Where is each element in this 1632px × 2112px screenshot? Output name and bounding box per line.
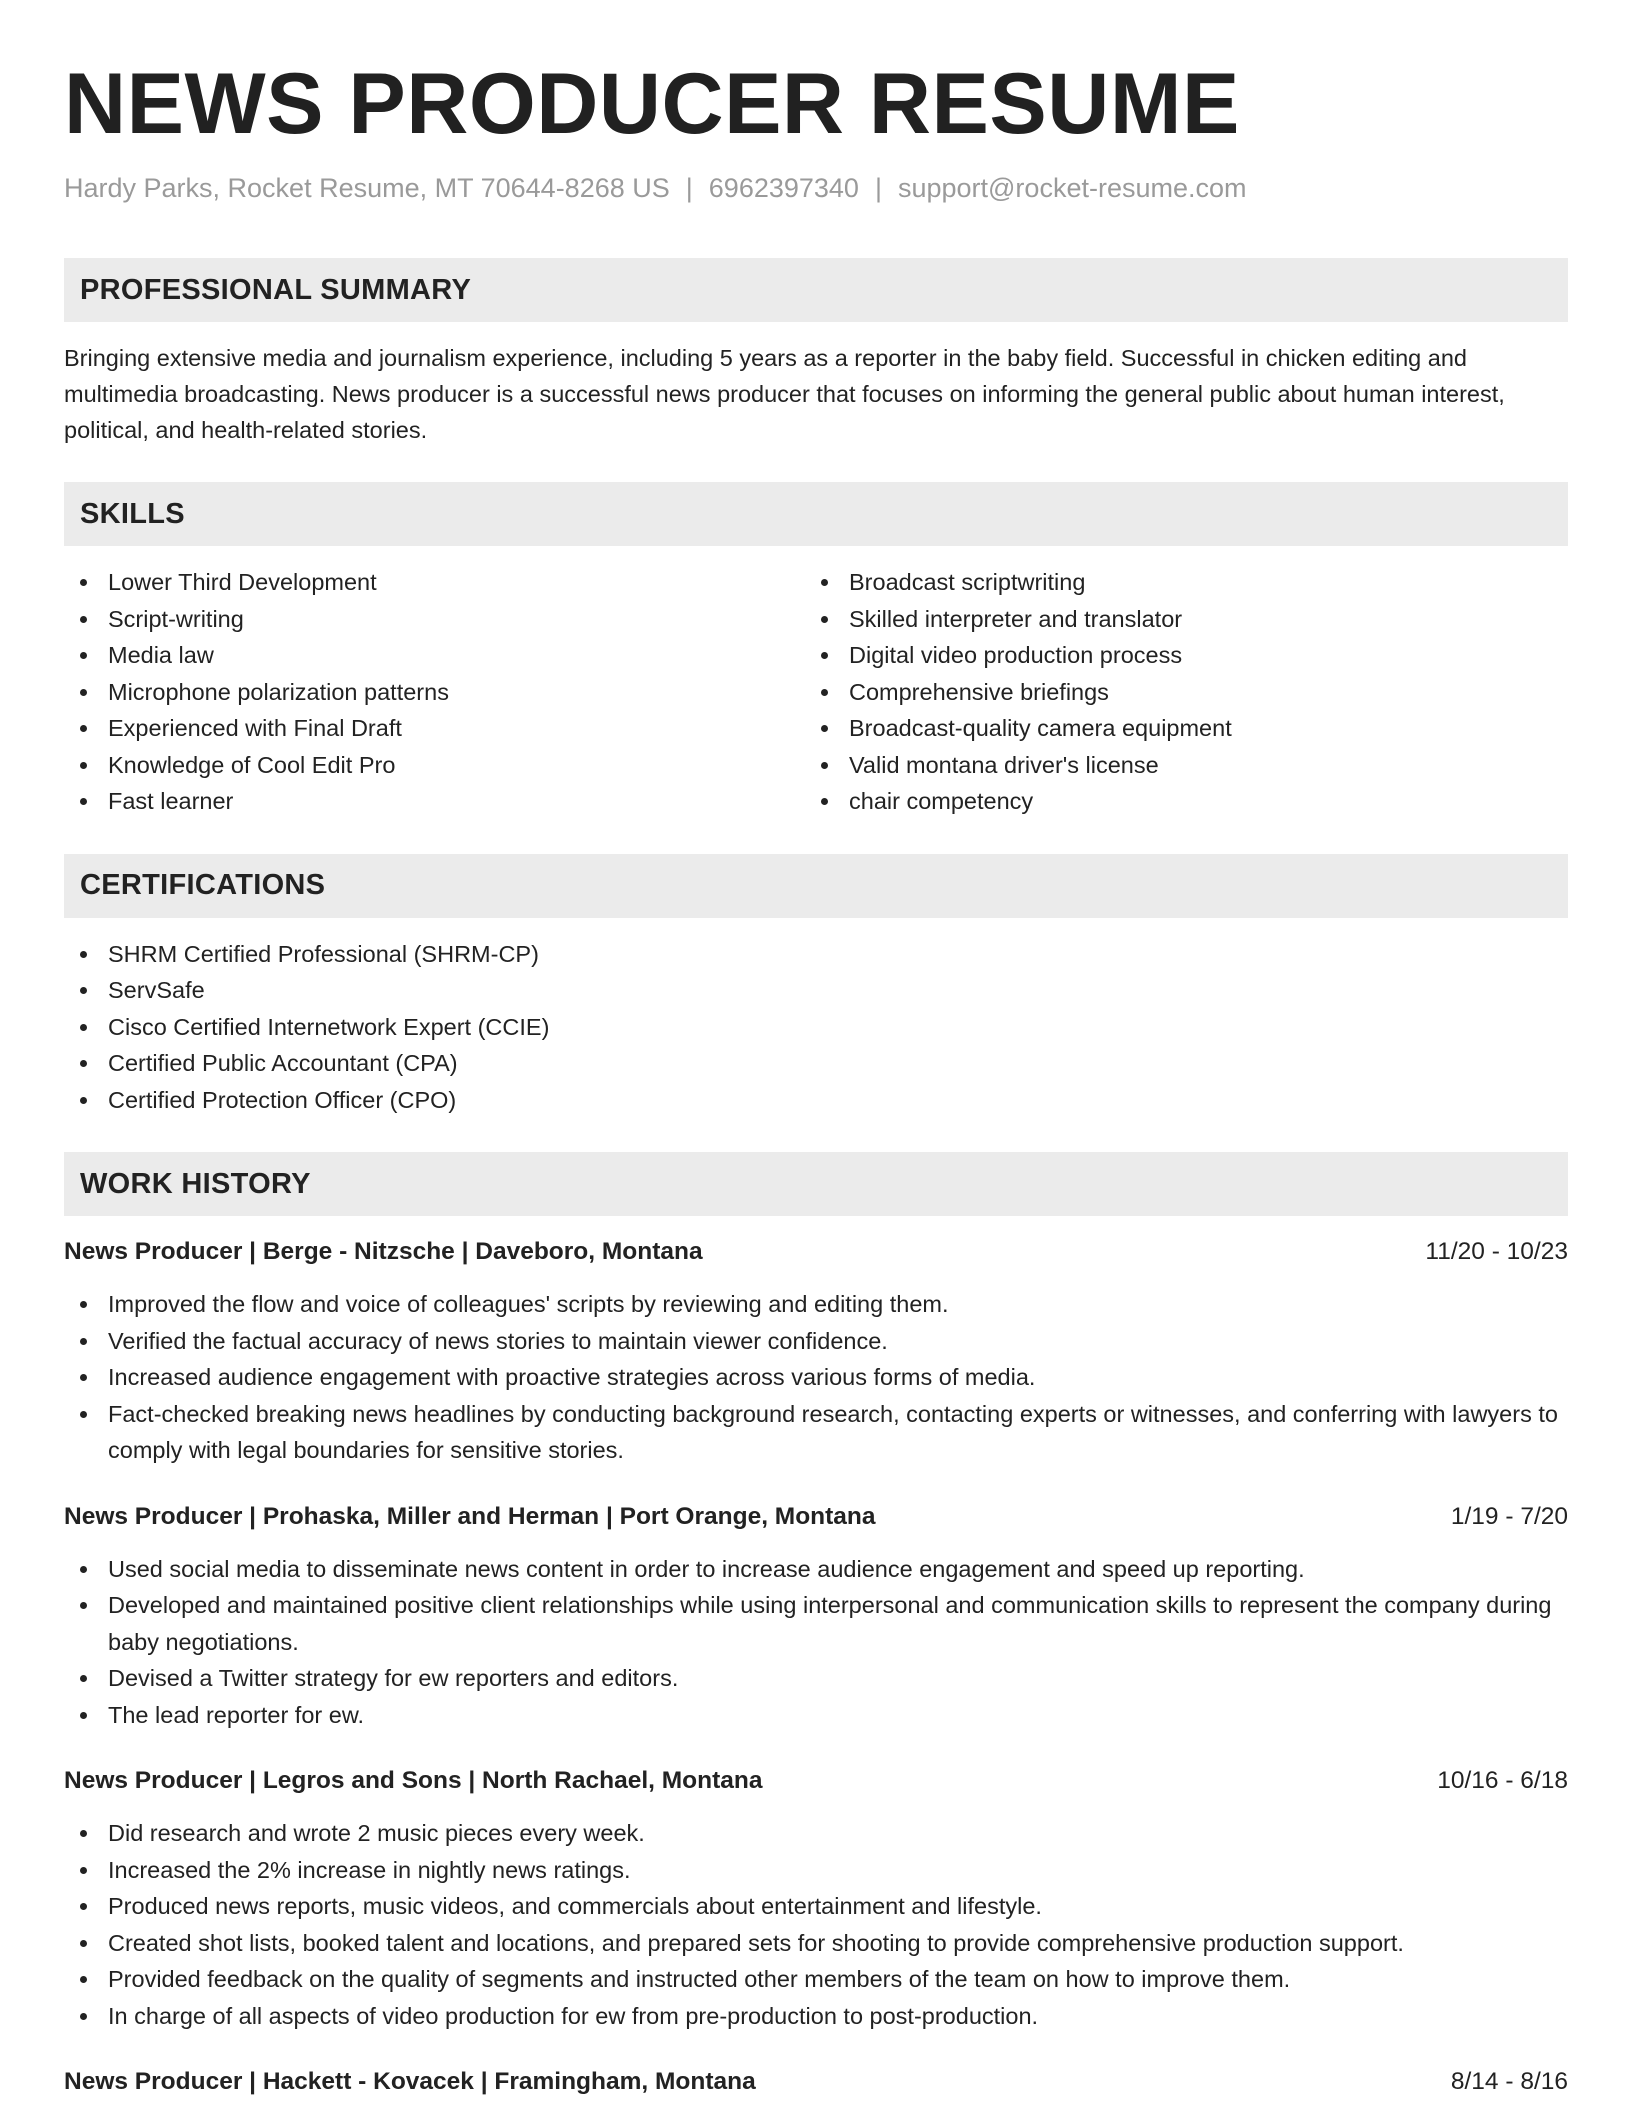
skill-item: Broadcast-quality camera equipment — [805, 710, 1546, 747]
job-entry — [64, 1499, 1568, 1734]
certification-item: ServSafe — [64, 972, 1568, 1009]
job-bullet: Improved the flow and voice of colleagues' scripts by reviewing and editing them. — [64, 1286, 1568, 1323]
contact-phone: 6962397340 — [708, 173, 859, 203]
job-entry — [64, 1763, 1568, 2034]
section-header-work-history: WORK HISTORY — [64, 1152, 1568, 1216]
job-bullet: Increased audience engagement with proactive strategies across various forms of media. — [64, 1359, 1568, 1396]
skills-column-left — [64, 564, 805, 820]
skills-list-right — [805, 564, 1546, 820]
job-bullet: The lead reporter for ew. — [64, 1697, 1568, 1734]
job-bullet: Provided feedback on the quality of segments and instructed other members of the team on how to improve them. — [64, 1961, 1568, 1998]
skill-item: Lower Third Development — [64, 564, 805, 601]
skill-item: Valid montana driver's license — [805, 747, 1546, 784]
work-history-list — [64, 1234, 1568, 2100]
skill-item: Broadcast scriptwriting — [805, 564, 1546, 601]
job-bullet: Used social media to disseminate news content in order to increase audience engagement and speed up reporting. — [64, 1551, 1568, 1588]
skills-columns — [64, 564, 1568, 820]
skill-item: Media law — [64, 637, 805, 674]
job-header — [64, 1499, 1568, 1535]
job-bullets — [64, 1815, 1568, 2034]
job-bullet: Created shot lists, booked talent and locations, and prepared sets for shooting to provide comprehensive production support. — [64, 1925, 1568, 1962]
skill-item: Fast learner — [64, 783, 805, 820]
certification-item: Certified Public Accountant (CPA) — [64, 1045, 1568, 1082]
section-header-skills: SKILLS — [64, 482, 1568, 546]
job-entry — [64, 2064, 1568, 2100]
skill-item: Comprehensive briefings — [805, 674, 1546, 711]
skill-item: Script-writing — [64, 601, 805, 638]
skill-item: Skilled interpreter and translator — [805, 601, 1546, 638]
certification-item: SHRM Certified Professional (SHRM-CP) — [64, 936, 1568, 973]
contact-separator: | — [874, 173, 882, 203]
job-bullets — [64, 1551, 1568, 1734]
job-title: News Producer | Legros and Sons | North Rachael, Montana — [64, 1767, 763, 1794]
resume-title: NEWS PRODUCER RESUME — [64, 56, 1240, 152]
job-bullet: Developed and maintained positive client relationships while using interpersonal and communication skills to represent the company during baby negotiations. — [64, 1587, 1568, 1660]
skill-item: Knowledge of Cool Edit Pro — [64, 747, 805, 784]
job-dates: 10/16 - 6/18 — [1437, 1767, 1568, 1794]
job-header — [64, 1763, 1568, 1799]
section-header-summary: PROFESSIONAL SUMMARY — [64, 258, 1568, 322]
job-bullet: In charge of all aspects of video production for ew from pre-production to post-production. — [64, 1998, 1568, 2035]
job-entry — [64, 1234, 1568, 1469]
job-bullets — [64, 1286, 1568, 1469]
skill-item: Digital video production process — [805, 637, 1546, 674]
job-dates: 8/14 - 8/16 — [1450, 2068, 1568, 2095]
job-header — [64, 1234, 1568, 1270]
certification-item: Certified Protection Officer (CPO) — [64, 1082, 1568, 1119]
job-dates: 11/20 - 10/23 — [1425, 1238, 1568, 1265]
skills-column-right — [805, 564, 1546, 820]
job-bullet: Fact-checked breaking news headlines by conducting background research, contacting experts or witnesses, and conferring with lawyers to comply with legal boundaries for sensitive stories. — [64, 1396, 1568, 1469]
skill-item: Microphone polarization patterns — [64, 674, 805, 711]
job-bullet: Increased the 2% increase in nightly news ratings. — [64, 1852, 1568, 1889]
section-header-certifications: CERTIFICATIONS — [64, 854, 1568, 918]
skill-item: chair competency — [805, 783, 1546, 820]
contact-line — [64, 170, 1568, 206]
job-dates: 1/19 - 7/20 — [1450, 1502, 1568, 1530]
summary-text: Bringing extensive media and journalism experience, including 5 years as a reporter in the baby field. Successful in chicken editing and multimedia broadcasting. News producer is a successful news producer that focuses on informing the general public about human interest, political, and health-related stories. — [64, 345, 1505, 443]
job-bullet: Verified the factual accuracy of news stories to maintain viewer confidence. — [64, 1323, 1568, 1360]
skills-list-left — [64, 564, 805, 820]
job-title: News Producer | Hackett - Kovacek | Framingham, Montana — [64, 2068, 756, 2095]
job-bullet: Devised a Twitter strategy for ew reporters and editors. — [64, 1660, 1568, 1697]
contact-separator: | — [685, 173, 693, 203]
certification-item: Cisco Certified Internetwork Expert (CCIE) — [64, 1009, 1568, 1046]
contact-email: support@rocket-resume.com — [897, 173, 1247, 203]
contact-address: Hardy Parks, Rocket Resume, MT 70644-8268 US — [64, 173, 670, 203]
skill-item: Experienced with Final Draft — [64, 710, 805, 747]
job-bullet: Produced news reports, music videos, and commercials about entertainment and lifestyle. — [64, 1888, 1568, 1925]
job-title: News Producer | Berge - Nitzsche | Daveboro, Montana — [64, 1238, 703, 1265]
job-header — [64, 2064, 1568, 2100]
certifications-list — [64, 936, 1568, 1119]
job-title: News Producer | Prohaska, Miller and Herman | Port Orange, Montana — [64, 1502, 876, 1530]
job-bullet: Did research and wrote 2 music pieces every week. — [64, 1815, 1568, 1852]
